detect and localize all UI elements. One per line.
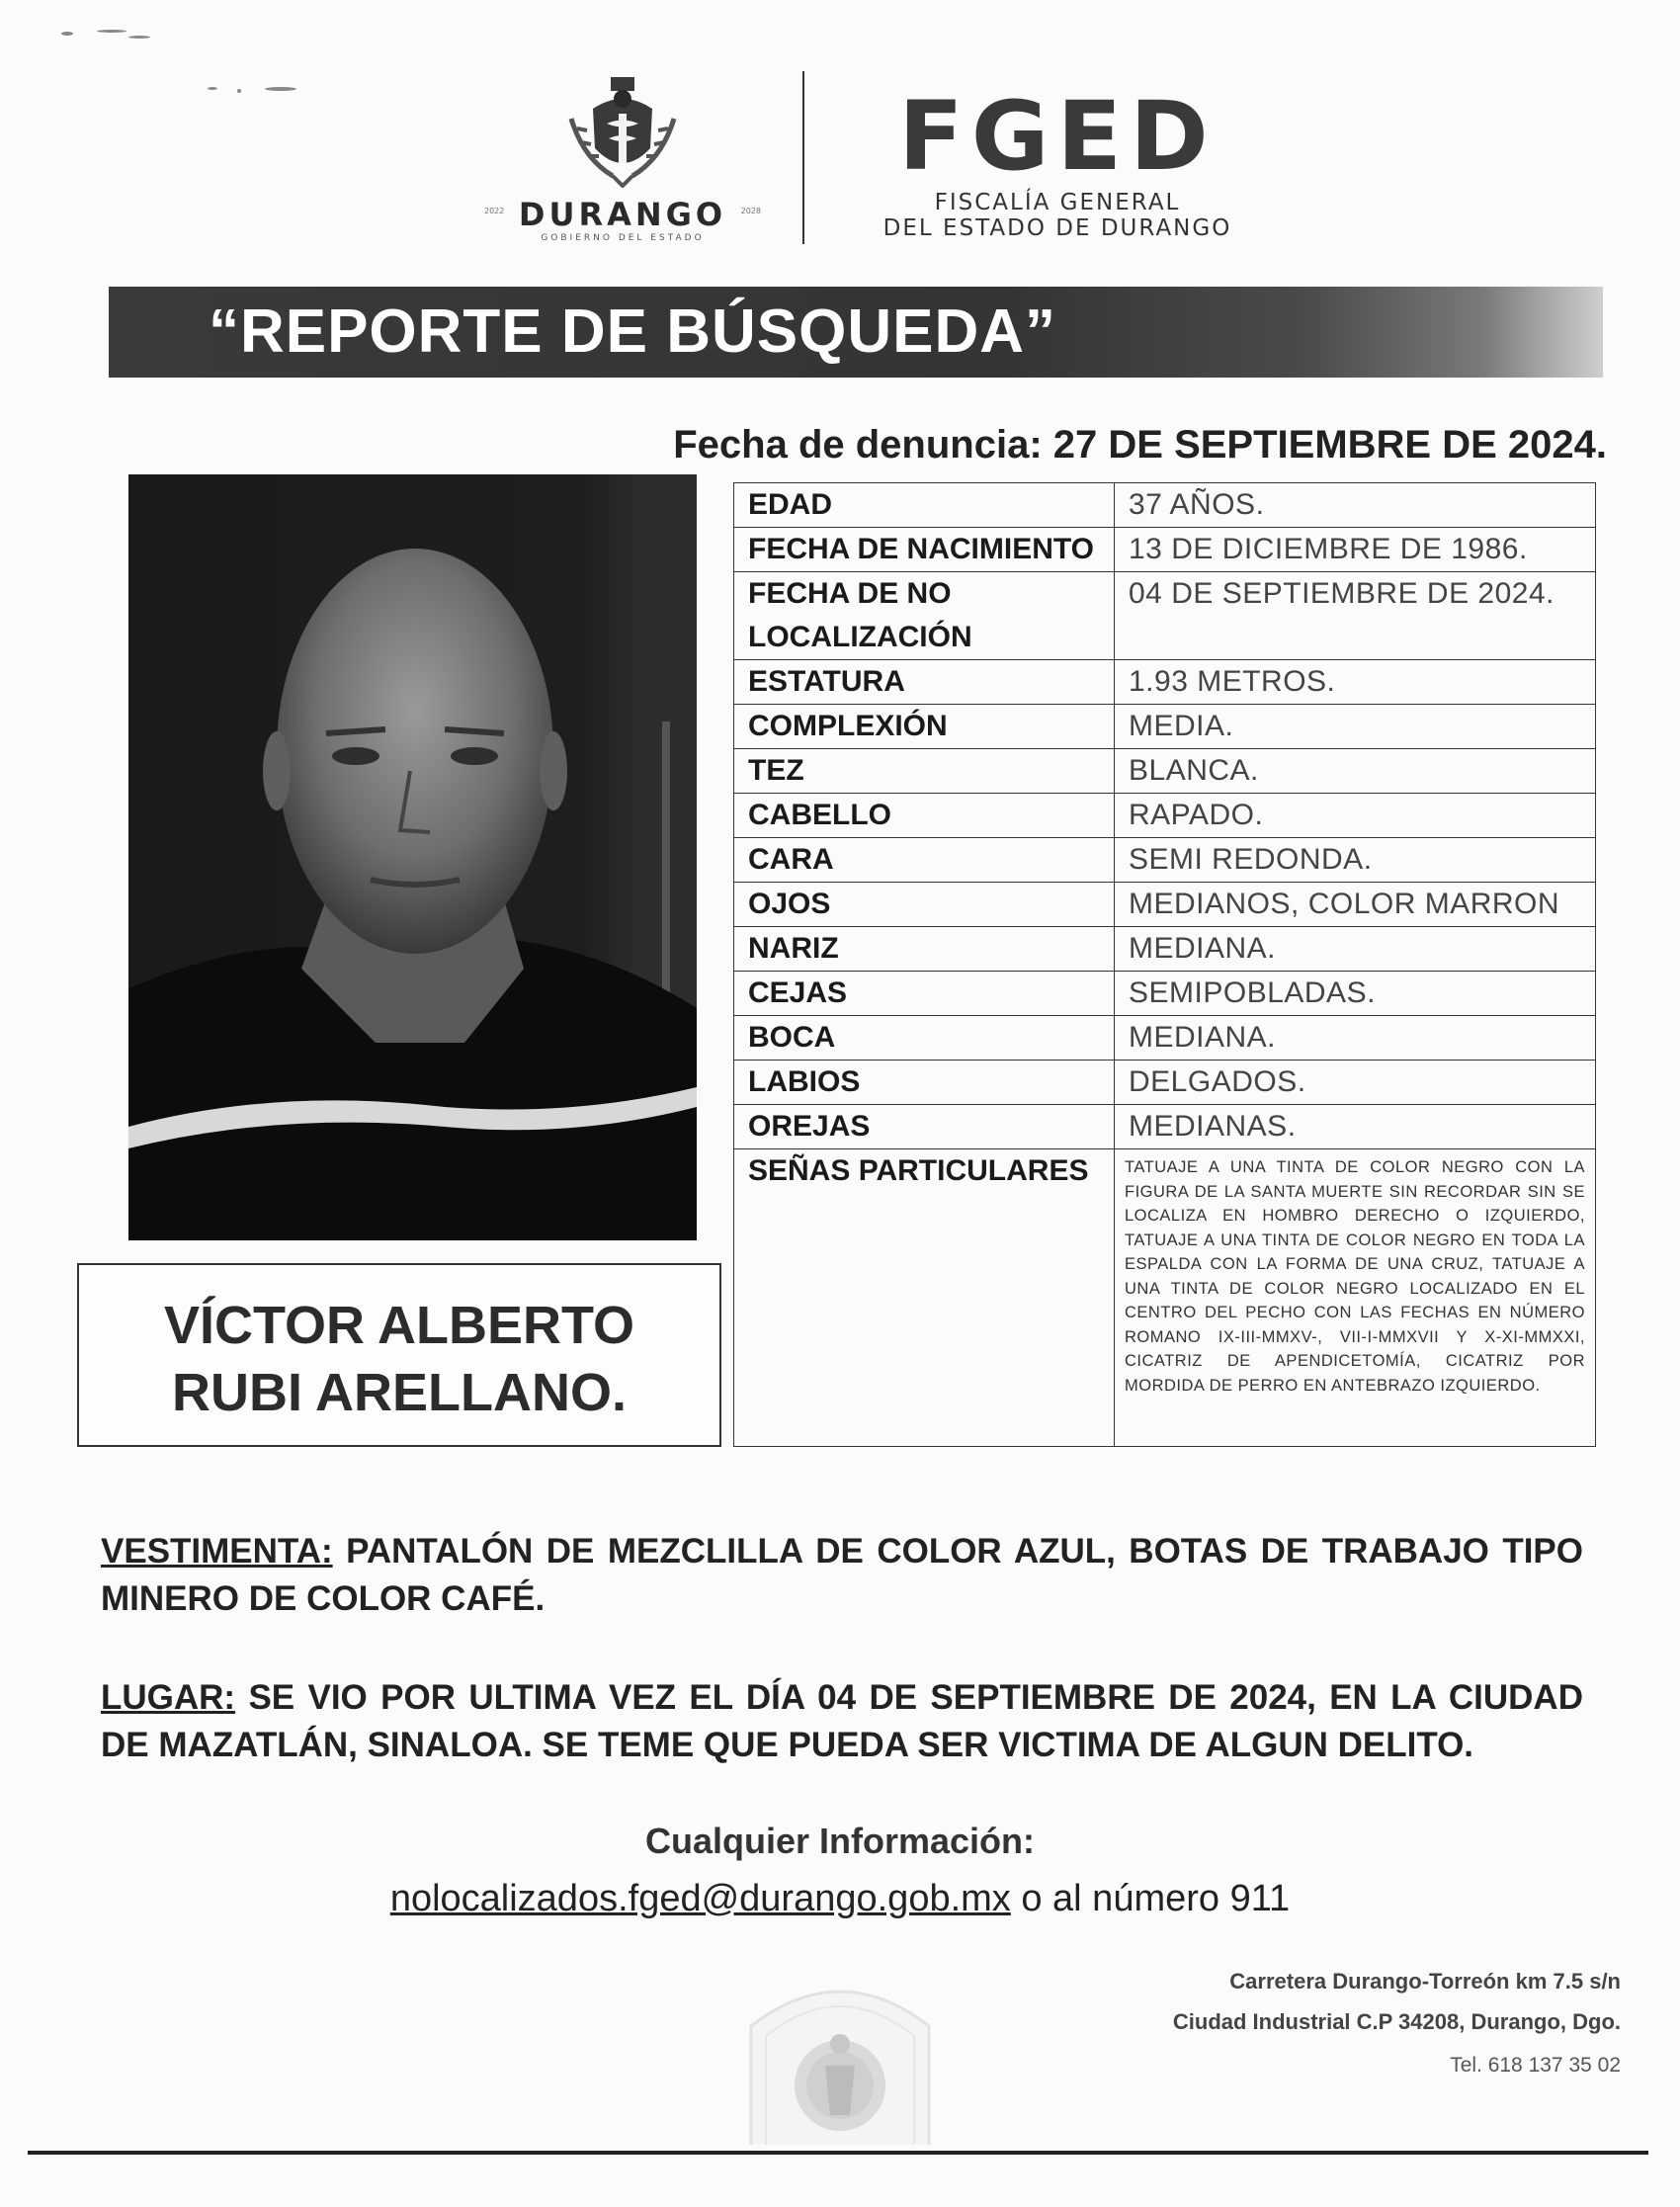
contact-phone-text: o al número 911 — [1021, 1878, 1291, 1919]
attribute-label: OJOS — [734, 883, 1115, 927]
durango-wordmark: DURANGO — [518, 196, 727, 233]
attribute-row — [734, 794, 1596, 838]
attribute-label: COMPLEXIÓN — [734, 705, 1115, 749]
attribute-row — [734, 1016, 1596, 1061]
attribute-row — [734, 660, 1596, 705]
footer-rule — [28, 2151, 1648, 2155]
report-title: “REPORTE DE BÚSQUEDA” — [208, 297, 1057, 366]
scan-speck — [97, 30, 126, 33]
durango-shield-icon — [563, 69, 682, 188]
attribute-label: CABELLO — [734, 794, 1115, 838]
attribute-label: FECHA DE NACIMIENTO — [734, 528, 1115, 572]
fged-name-line2: DEL ESTADO DE DURANGO — [882, 215, 1232, 241]
physical-description-table — [733, 482, 1596, 1447]
attribute-value: MEDIANA. — [1115, 1016, 1596, 1061]
attribute-row — [734, 1149, 1596, 1447]
attribute-row — [734, 1105, 1596, 1149]
clothing-text: PANTALÓN DE MEZCLILLA DE COLOR AZUL, BOTAS DE TRABAJO TIPO MINERO DE COLOR CAFÉ. — [101, 1532, 1583, 1618]
attribute-value: RAPADO. — [1115, 794, 1596, 838]
attribute-label: ESTATURA — [734, 660, 1115, 705]
durango-subtitle: GOBIERNO DEL ESTADO — [541, 233, 705, 243]
attribute-value: 04 DE SEPTIEMBRE DE 2024. — [1115, 572, 1596, 660]
attribute-value: MEDIA. — [1115, 705, 1596, 749]
attribute-value: 1.93 METROS. — [1115, 660, 1596, 705]
durango-year-right: 2028 — [740, 207, 761, 215]
footer-address-line2: Ciudad Industrial C.P 34208, Durango, Dgo. — [1172, 2009, 1621, 2034]
scan-speck — [208, 87, 217, 90]
attribute-row — [734, 705, 1596, 749]
contact-title: Cualquier Información: — [644, 1821, 1036, 1861]
scan-speck — [61, 32, 73, 36]
person-portrait-icon — [128, 474, 697, 1240]
report-date — [668, 423, 1607, 467]
report-date-label: Fecha de denuncia: — [673, 423, 1043, 467]
attribute-value: 37 AÑOS. — [1115, 483, 1596, 528]
durango-year-left: 2022 — [484, 207, 505, 215]
attribute-label: EDAD — [734, 483, 1115, 528]
attribute-value: MEDIANAS. — [1115, 1105, 1596, 1149]
fged-logo-wordmark: FGED — [898, 81, 1217, 192]
location-paragraph — [101, 1674, 1583, 1769]
attribute-value: TATUAJE A UNA TINTA DE COLOR NEGRO CON LA FIGURA DE LA SANTA MUERTE SIN RECORDAR SIN SE LOCALIZA EN HOMBRO DERECHO O IZQUIERDO, TATUAJE A UNA TINTA DE COLOR NEGRO EN TODA LA ESPALDA CON LA FORMA DE UNA CRUZ, TATUAJE A UNA TINTA DE COLOR NEGRO LOCALIZADO EN EL CENTRO DEL PECHO CON LAS FECHAS EN NÚMERO ROMANO IX-III-MMXV-, VII-I-MMXVII Y X-XI-MMXXI, CICATRIZ DE APENDICETOMÍA, CICATRIZ POR MORDIDA DE PERRO EN ANTEBRAZO IZQUIERDO. — [1115, 1149, 1596, 1447]
attribute-value: 13 DE DICIEMBRE DE 1986. — [1115, 528, 1596, 572]
clothing-label: VESTIMENTA: — [101, 1532, 333, 1570]
fged-emblem-watermark-icon — [731, 1967, 949, 2155]
person-name-line1: VÍCTOR ALBERTO — [163, 1296, 635, 1355]
footer-address-line1: Carretera Durango-Torreón km 7.5 s/n — [1229, 1969, 1621, 1994]
durango-government-logo — [484, 69, 761, 247]
attribute-value: MEDIANA. — [1115, 927, 1596, 972]
person-name-line2: RUBI ARELLANO. — [172, 1363, 627, 1422]
attribute-label: SEÑAS PARTICULARES — [734, 1149, 1115, 1447]
attribute-value: BLANCA. — [1115, 749, 1596, 794]
attribute-row — [734, 927, 1596, 972]
attribute-row — [734, 483, 1596, 528]
attribute-value: MEDIANOS, COLOR MARRON — [1115, 883, 1596, 927]
attribute-label: TEZ — [734, 749, 1115, 794]
attribute-value: SEMIPOBLADAS. — [1115, 972, 1596, 1016]
scan-speck — [265, 87, 296, 91]
header-divider — [802, 71, 804, 244]
attribute-row — [734, 572, 1596, 660]
attribute-row — [734, 749, 1596, 794]
attribute-label: CARA — [734, 838, 1115, 883]
attribute-label: OREJAS — [734, 1105, 1115, 1149]
attribute-value: SEMI REDONDA. — [1115, 838, 1596, 883]
attribute-label: FECHA DE NO LOCALIZACIÓN — [734, 572, 1115, 660]
location-label: LUGAR: — [101, 1678, 236, 1717]
attribute-label: NARIZ — [734, 927, 1115, 972]
scan-speck — [128, 36, 150, 39]
fged-name-line1: FISCALÍA GENERAL — [934, 190, 1181, 215]
contact-email-link[interactable]: nolocalizados.fged@durango.gob.mx — [389, 1878, 1011, 1919]
contact-line — [0, 1878, 1680, 1920]
attribute-label: BOCA — [734, 1016, 1115, 1061]
attribute-row — [734, 838, 1596, 883]
attribute-value: DELGADOS. — [1115, 1061, 1596, 1105]
missing-person-photo — [128, 474, 697, 1240]
attribute-label: CEJAS — [734, 972, 1115, 1016]
report-date-value: 27 DE SEPTIEMBRE DE 2024. — [1052, 423, 1607, 467]
attribute-row — [734, 528, 1596, 572]
attribute-row — [734, 972, 1596, 1016]
attribute-label: LABIOS — [734, 1061, 1115, 1105]
scan-speck — [237, 89, 241, 93]
person-name-box — [77, 1263, 721, 1447]
title-banner — [109, 287, 1603, 378]
clothing-paragraph — [101, 1528, 1583, 1623]
footer-phone: Tel. 618 137 35 02 — [1450, 2054, 1621, 2077]
attribute-row — [734, 1061, 1596, 1105]
attribute-row — [734, 883, 1596, 927]
location-text: SE VIO POR ULTIMA VEZ EL DÍA 04 DE SEPTIEMBRE DE 2024, EN LA CIUDAD DE MAZATLÁN, SINALOA. SE TEME QUE PUEDA SER VICTIMA DE ALGUN DELITO. — [101, 1678, 1583, 1764]
